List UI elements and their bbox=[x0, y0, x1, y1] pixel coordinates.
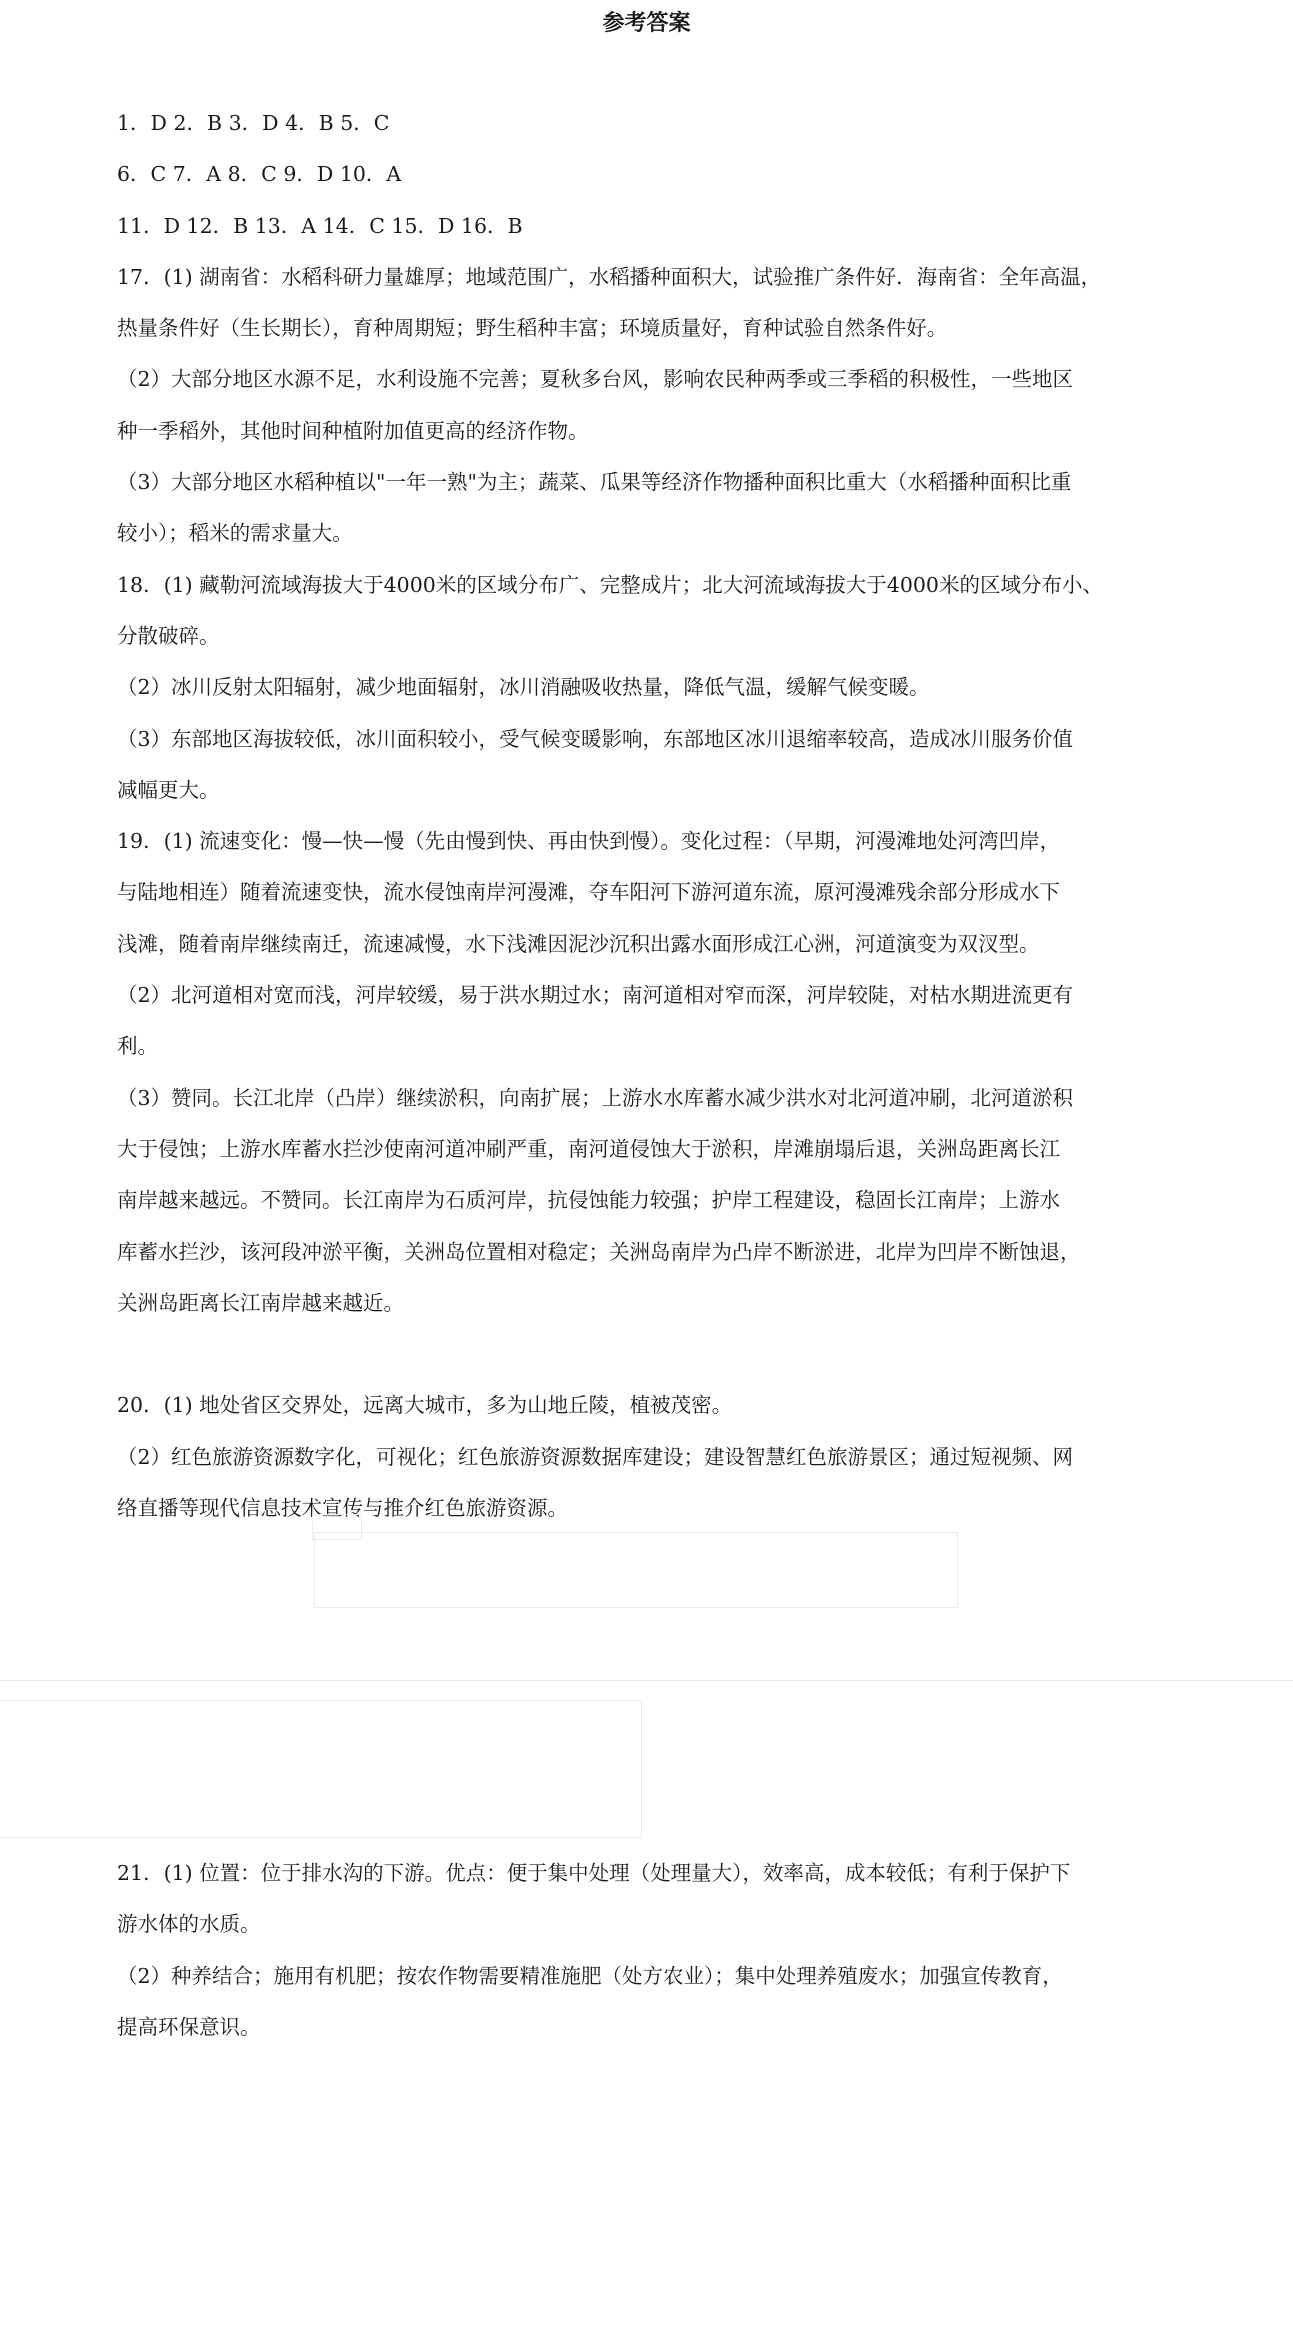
mc-answers-line: 11．D 12．B 13．A 14．C 15．D 16．B bbox=[117, 213, 523, 238]
q17-line: 热量条件好（生长期长），育种周期短；野生稻种丰富；环境质量好，育种试验自然条件好。 bbox=[117, 316, 948, 341]
q19-line: 大于侵蚀；上游水库蓄水拦沙使南河道冲刷严重，南河道侵蚀大于淤积，岸滩崩塌后退，关洲岛距离长江 bbox=[117, 1136, 1060, 1161]
q19-line: 19．(1) 流速变化：慢—快—慢（先由慢到快、再由快到慢）。变化过程：（早期，河漫滩地处河湾凹岸， bbox=[117, 829, 1061, 854]
q19-line: 与陆地相连）随着流速变快，流水侵蚀南岸河漫滩，夺车阳河下游河道东流，原河漫滩残余部分形成水下 bbox=[117, 880, 1060, 905]
answer-content-q21 bbox=[117, 1848, 1177, 2053]
q18-line: 18．(1) 藏勒河流域海拔大于4000米的区域分布广、完整成片；北大河流域海拔大于4000米的区域分布小、 bbox=[117, 572, 1103, 597]
mc-answers-line: 6．C 7．A 8．C 9．D 10．A bbox=[117, 162, 402, 187]
q20-line: （2）红色旅游资源数字化，可视化；红色旅游资源数据库建设；建设智慧红色旅游景区；通过短视频、网 bbox=[117, 1444, 1074, 1469]
q21-line: 21．(1) 位置：位于排水沟的下游。优点：便于集中处理（处理量大），效率高，成本较低；有利于保护下 bbox=[117, 1861, 1071, 1885]
q19-line: 关洲岛距离长江南岸越来越近。 bbox=[117, 1290, 404, 1315]
q17-line: 17．(1) 湖南省：水稻科研力量雄厚；地域范围广，水稻播种面积大，试验推广条件好．海南省：全年高温， bbox=[117, 264, 1102, 289]
q19-line: 浅滩，随着南岸继续南迁，流速减慢，水下浅滩因泥沙沉积出露水面形成江心洲，河道演变为双汊型。 bbox=[117, 931, 1040, 956]
q21-line: 提高环保意识。 bbox=[117, 2014, 261, 2039]
q19-line: 利。 bbox=[117, 1034, 158, 1059]
q17-line: 较小）；稻米的需求量大。 bbox=[117, 521, 353, 546]
q19-line: 南岸越来越远。不赞同。长江南岸为石质河岸，抗侵蚀能力较强；护岸工程建设，稳固长江南岸；上游水 bbox=[117, 1188, 1060, 1213]
q19-line: （3）赞同。长江北岸（凸岸）继续淤积，向南扩展；上游水水库蓄水减少洪水对北河道冲刷，北河道淤积 bbox=[117, 1085, 1074, 1110]
q18-line: （2）冰川反射太阳辐射，减少地面辐射，冰川消融吸收热量，降低气温，缓解气候变暖。 bbox=[117, 675, 930, 700]
q17-line: （3）大部分地区水稻种植以"一年一熟"为主；蔬菜、瓜果等经济作物播种面积比重大（水稻播种面积比重 bbox=[117, 470, 1072, 495]
placeholder-box bbox=[314, 1532, 958, 1608]
q17-line: （2）大部分地区水源不足，水利设施不完善；夏秋多台风，影响农民种两季或三季稻的积极性，一些地区 bbox=[117, 367, 1074, 392]
page-title: 参考答案 bbox=[602, 10, 691, 36]
spacer bbox=[117, 1329, 1177, 1380]
q20-line: 络直播等现代信息技术宣传与推介红色旅游资源。 bbox=[117, 1496, 568, 1521]
q18-line: 分散破碎。 bbox=[117, 623, 220, 648]
page-divider bbox=[0, 1680, 1293, 1681]
mc-answers-line: 1．D 2．B 3．D 4．B 5．C bbox=[117, 111, 390, 135]
q19-line: 库蓄水拦沙，该河段冲淤平衡，关洲岛位置相对稳定；关洲岛南岸为凸岸不断淤进，北岸为凹岸不断蚀退， bbox=[117, 1239, 1081, 1264]
q21-line: 游水体的水质。 bbox=[117, 1912, 261, 1937]
q21-line: （2）种养结合；施用有机肥；按农作物需要精准施肥（处方农业）；集中处理养殖废水；加强宣传教育， bbox=[117, 1963, 1063, 1988]
q19-line: （2）北河道相对宽而浅，河岸较缓，易于洪水期过水；南河道相对窄而深，河岸较陡，对枯水期进流更有 bbox=[117, 983, 1074, 1008]
q17-line: 种一季稻外，其他时间种植附加值更高的经济作物。 bbox=[117, 418, 589, 443]
placeholder-box bbox=[0, 1700, 642, 1838]
q20-line: 20．(1) 地处省区交界处，远离大城市，多为山地丘陵，植被茂密。 bbox=[117, 1393, 733, 1418]
answer-content bbox=[117, 98, 1177, 1534]
q18-line: 减幅更大。 bbox=[117, 777, 220, 802]
q18-line: （3）东部地区海拔较低，冰川面积较小，受气候变暖影响，东部地区冰川退缩率较高，造成冰川服务价值 bbox=[117, 726, 1074, 751]
